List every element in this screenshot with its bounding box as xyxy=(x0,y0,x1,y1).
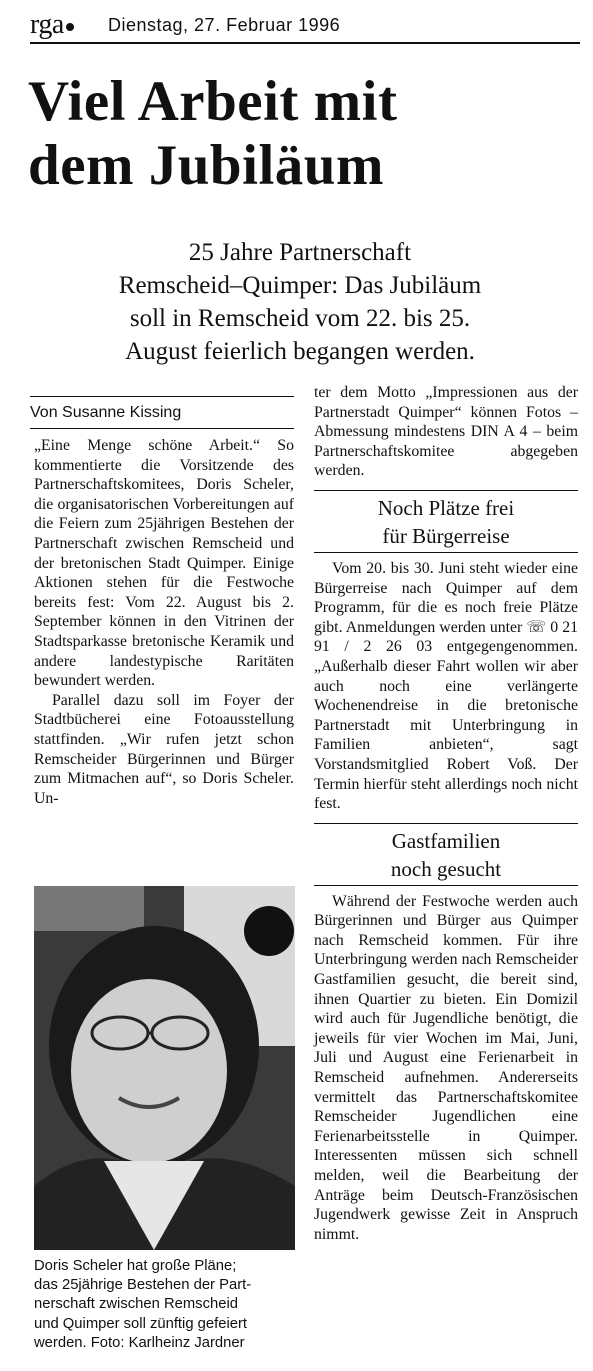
section-rule xyxy=(314,823,578,824)
subheadline-line: soll in Remscheid vom 22. bis 25. xyxy=(129,305,471,332)
portrait-photo-image xyxy=(34,886,295,1250)
portrait-photo xyxy=(34,886,295,1250)
section-title-gastfamilien: Gastfamilien noch gesucht xyxy=(390,828,502,881)
headline-line: dem Jubiläum xyxy=(28,134,384,197)
issue-date: Dienstag, 27. Februar 1996 xyxy=(108,15,341,35)
headline xyxy=(28,70,584,198)
article-body-left xyxy=(34,436,294,808)
masthead xyxy=(30,8,580,42)
caption-line: Doris Scheler hat große Pläne; xyxy=(34,1258,237,1274)
article-body-right xyxy=(314,383,578,1244)
subheadline-line: August feierlich begangen werden. xyxy=(125,338,475,365)
logo-dot-icon xyxy=(66,23,74,31)
body-paragraph: Während der Festwoche werden auch Bürgerinnen und Bürger aus Quimper nach Remscheid kommen. Für ihre Unterbringung werden nach Remscheider Gastfamilien gesucht, die bereit sind, ihnen Quartier zu bieten. Ein Domizil wird auch für Jugendliche benötigt, die jeweils für vier Wochen im Mai, Juni, Juli und August eine Ferienarbeit in Remscheid aufnehmen. Andererseits vermittelt das Partnerschaftskomitee Remscheider Jugendlichen eine Ferienarbeitsstelle in Quimper. Interessenten müssen sich schnell melden, weil die Bearbeitung der Anträge beim Deutsch-Französischen Jugendwerk gewisse Zeit in Anspruch nimmt. xyxy=(314,892,578,1243)
byline-rule xyxy=(30,396,294,397)
photo-caption xyxy=(34,1257,296,1353)
section-title-noch-plaetze: Noch Plätze frei für Bürgerreise xyxy=(377,495,515,548)
caption-line: und Quimper soll zünftig gefeiert xyxy=(34,1315,248,1332)
body-paragraph: ter dem Motto „Impressionen aus der Partnerstadt Quimper“ können Fotos – Abmessung mindestens DIN A 4 – beim Partnerschaftskomitee abgegeben werden. xyxy=(314,384,578,480)
section-rule xyxy=(314,885,578,886)
subheadline xyxy=(30,236,570,368)
body-paragraph: „Eine Menge schöne Arbeit.“ So kommentierte die Vorsitzende des Partnerschaftskomitees, Doris Scheler, die organisatorischen Vorbereitungen auf die Feiern zum 25jährigen Bestehen der Partnerschaft zwischen Remscheid und der bretonischen Stadt Quimper. Einige Aktionen stehen für die Festwoche bereits fest: Vom 22. August bis 2. September können in den Vitrinen der Stadtsparkasse bretonische Keramik und andere landestypische Raritäten bewundert werden. xyxy=(34,437,294,690)
caption-line: das 25jährige Bestehen der Part- xyxy=(34,1277,252,1294)
subheadline-line: Remscheid–Quimper: Das Jubiläum xyxy=(118,272,482,299)
headline-line: Viel Arbeit mit xyxy=(28,70,398,133)
section-rule xyxy=(314,552,578,553)
byline-rule xyxy=(30,428,294,429)
newspaper-logo: rga xyxy=(30,8,74,42)
section-rule xyxy=(314,490,578,491)
subheadline-line: 25 Jahre Partnerschaft xyxy=(188,239,412,266)
caption-line: werden. Foto: Karlheinz Jardner xyxy=(34,1334,245,1351)
byline: Von Susanne Kissing xyxy=(30,404,182,421)
body-paragraph: Vom 20. bis 30. Juni steht wieder eine Bürgerreise nach Quimper auf dem Programm, für die es noch freie Plätze gibt. Anmeldungen werden unter ☏ 0 21 91 / 2 26 03 entgegengenommen. „Außerhalb dieser Fahrt wollen wir aber auch noch eine verlängerte Wochenendreise in die bretonische Partnerstadt mit Unterbringung in Familien anbieten“, sagt Vorstandsmitglied Robert Voß. Der Termin hierfür steht allerdings noch nicht fest. xyxy=(314,559,578,813)
caption-line: nerschaft zwischen Remscheid xyxy=(34,1296,238,1313)
body-paragraph: Parallel dazu soll im Foyer der Stadtbücherei eine Fotoausstellung stattfinden. „Wir rufen jetzt schon Remscheider Bürgerinnen und Bürger zum Mitmachen auf“, so Doris Scheler. Un- xyxy=(34,691,294,807)
masthead-rule xyxy=(30,42,580,44)
